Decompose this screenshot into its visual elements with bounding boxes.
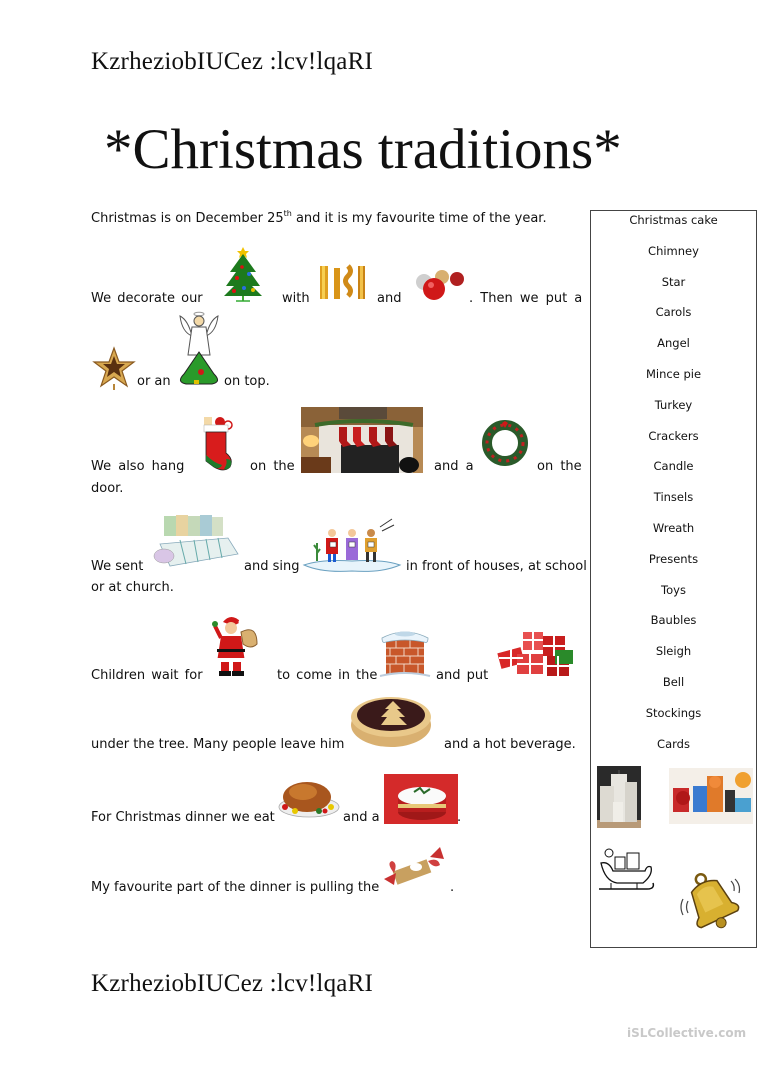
- sentence-4-part-1: We sent: [91, 559, 144, 574]
- sentence-6-part-1: For Christmas dinner we eat: [91, 810, 275, 825]
- sentence-3-part-2: on the: [250, 459, 295, 474]
- sentence-3-part-1: We also hang: [91, 459, 185, 474]
- word-bank-item: Cards: [657, 737, 690, 751]
- sentence-4-part-3: in front of houses, at school: [406, 559, 587, 574]
- watermark: iSLCollective.com: [627, 1026, 747, 1040]
- carol-singers-icon: [302, 515, 402, 573]
- sentence-4-part-4: or at church.: [91, 580, 174, 595]
- word-bank-item: Tinsels: [653, 490, 694, 504]
- word-bank-item: Christmas cake: [629, 213, 718, 227]
- sentence-6-part-3: .: [457, 810, 462, 825]
- sentence-text: and it is my favourite time of the year.: [291, 211, 547, 226]
- word-bank-item: Turkey: [654, 398, 693, 412]
- sentence-7-part-1: My favourite part of the dinner is pulling the: [91, 880, 380, 895]
- word-bank-item: Presents: [648, 552, 699, 566]
- christmas-tree-icon: [222, 244, 264, 302]
- word-bank-item: Mince pie: [645, 367, 702, 381]
- word-bank-item: Crackers: [648, 429, 699, 443]
- word-bank-item: Candle: [653, 459, 694, 473]
- word-bank-item: Baubles: [650, 613, 697, 627]
- candles-icon: [597, 766, 641, 828]
- word-bank-item: Angel: [657, 336, 690, 350]
- chimney-icon: [378, 626, 432, 680]
- sentence-2-part-4: . Then we put a: [469, 291, 583, 306]
- christmas-cake-icon: [384, 774, 458, 824]
- sentence-5-part-4: under the tree. Many people leave him: [91, 737, 345, 752]
- sentence-text: Christmas is on December 25: [91, 211, 284, 226]
- wreath-icon: [480, 418, 530, 468]
- sentence-5-part-5: and a hot beverage.: [444, 737, 576, 752]
- christmas-cards-icon: [150, 514, 240, 572]
- mince-pie-icon: [341, 691, 441, 751]
- tinsels-icon: [318, 263, 370, 301]
- sleigh-icon: [597, 845, 657, 897]
- sentence-3-part-3: and a: [434, 459, 474, 474]
- santa-claus-icon: [211, 614, 261, 678]
- sentence-3-part-4: on the: [537, 459, 582, 474]
- word-bank-item: Carols: [655, 305, 692, 319]
- word-bank-item: Chimney: [648, 244, 699, 258]
- sentence-5-part-2: to come in the: [277, 668, 378, 683]
- christmas-cracker-icon: [378, 843, 450, 893]
- presents-icon: [495, 628, 577, 678]
- word-bank-item: Stockings: [645, 706, 702, 720]
- sentence-2-part-6: on top.: [224, 374, 270, 389]
- stocking-icon: [200, 415, 236, 473]
- sentence-7-part-2: .: [450, 880, 455, 895]
- toys-icon: [669, 768, 753, 824]
- header-code: KzrheziobIUCez :lcv!lqaRI: [91, 48, 373, 75]
- sentence-6-part-2: and a: [343, 810, 380, 825]
- word-bank: [590, 210, 757, 948]
- word-bank-item: Sleigh: [655, 644, 692, 658]
- star-icon: [92, 346, 136, 390]
- sentence-2-part-1: We decorate our: [91, 291, 203, 306]
- footer-code: KzrheziobIUCez :lcv!lqaRI: [91, 970, 373, 997]
- word-bank-item: Wreath: [652, 521, 695, 535]
- word-bank-item: Toys: [661, 583, 686, 597]
- sentence-4-part-2: and sing: [244, 559, 300, 574]
- sentence-5-part-1: Children wait for: [91, 668, 203, 683]
- sentence-1: [91, 209, 547, 226]
- bell-icon: [679, 869, 743, 935]
- sentence-2-part-5: or an: [137, 374, 171, 389]
- sentence-2-part-2: with: [282, 291, 310, 306]
- roast-turkey-icon: [275, 773, 341, 821]
- sentence-5-part-3: and put: [436, 668, 489, 683]
- angel-icon: [174, 310, 224, 390]
- sentence-2-part-3: and: [377, 291, 402, 306]
- fireplace-with-stockings-icon: [301, 407, 423, 473]
- page-title: *Christmas traditions*: [104, 118, 622, 181]
- word-bank-item: Bell: [662, 675, 685, 689]
- ordinal-suffix: th: [283, 209, 292, 218]
- baubles-icon: [414, 267, 466, 303]
- word-bank-item: Star: [661, 275, 686, 289]
- sentence-3-part-5: door.: [91, 481, 124, 496]
